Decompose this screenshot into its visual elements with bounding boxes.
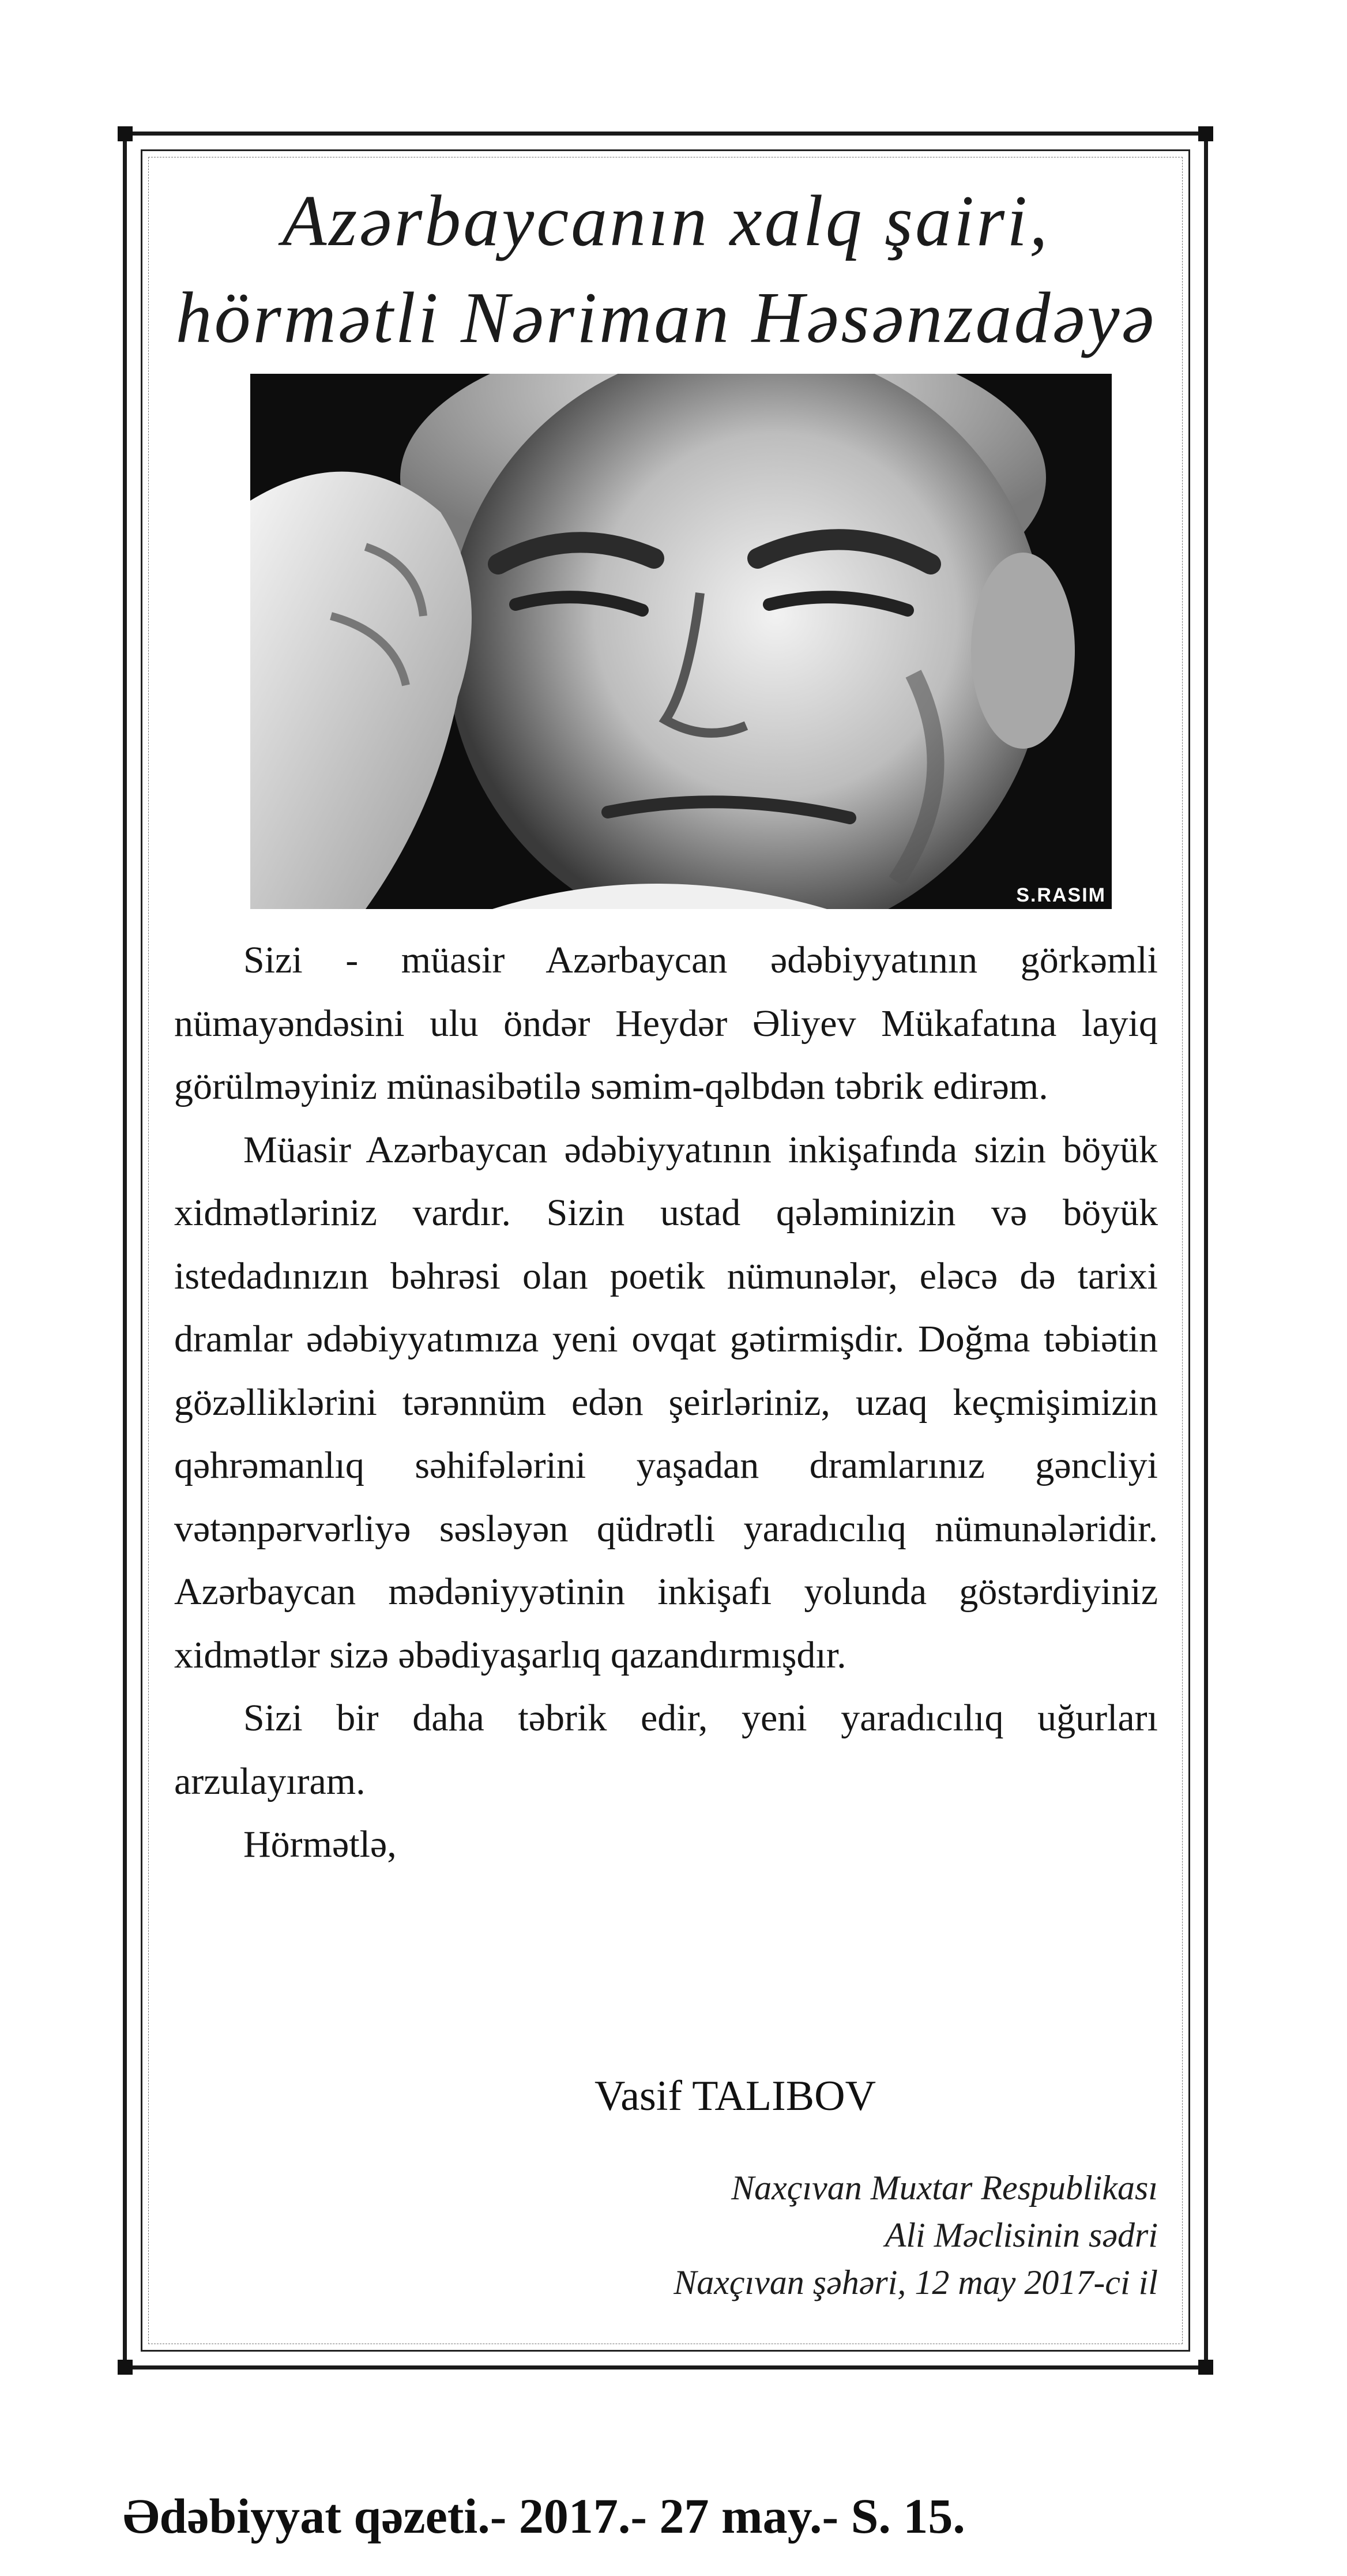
frame-corner-ornament <box>118 126 133 141</box>
letter-paragraph: Müasir Azərbaycan ədəbiyyatının inkişafında sizin böyük xidmətləriniz vardır. Sizin ustad qələminizin və böyük istedadınızın bəhrəsi olan poetik nümunələr, eləcə də tarixi dramlar ədəbiyyatımıza yeni ovqat gətirmişdir. Doğma təbiətin gözəlliklərini tərənnüm edən şeirləriniz, uzaq keçmişimizin qəhrəmanlıq səhifələrini yaşadan dramlarınız gəncliyi vətənpərvərliyə səsləyən qüdrətli yaradıcılıq nümunələridir. Azərbaycan mədəniyyətinin inkişafı yolunda göstərdiyiniz xidmətlər sizə əbədiyaşarlıq qazandırmışdır. <box>174 1128 1158 1676</box>
letter-paragraph: Sizi - müasir Azərbaycan ədəbiyyatının görkəmli nümayəndəsini ulu öndər Heydər Əliyev Mükafatına layiq görülməyiniz münasibətilə səmim-qəlbdən təbrik edirəm. <box>174 939 1158 1107</box>
frame-corner-ornament <box>118 2360 133 2375</box>
letter-greeting: Hörmətlə, <box>243 1823 397 1865</box>
portrait-photo <box>250 374 1112 909</box>
letter-body <box>174 929 1158 1876</box>
heading-line-2: hörmətli Nəriman Həsənzadəyə <box>175 278 1157 358</box>
signature-title-line-1: Naxçıvan Muxtar Respublikası <box>731 2169 1158 2207</box>
signature-place-date: Naxçıvan şəhəri, 12 may 2017-ci il <box>674 2263 1158 2301</box>
letter-paragraph: Sizi bir daha təbrik edir, yeni yaradıcılıq uğurları arzulayıram. <box>174 1697 1158 1803</box>
frame-corner-ornament <box>1198 2360 1213 2375</box>
publication-source: Ədəbiyyat qəzeti.- 2017.- 27 may.- S. 15. <box>123 2488 965 2544</box>
congratulation-heading <box>173 173 1159 367</box>
heading-line-1: Azərbaycanın xalq şairi, <box>282 181 1050 261</box>
signature-name: Vasif TALIBOV <box>594 2072 876 2120</box>
signature-title-line-2: Ali Məclisinin sədri <box>885 2216 1158 2254</box>
portrait-illustration <box>250 374 1112 909</box>
frame-corner-ornament <box>1198 126 1213 141</box>
photo-credit: S.RASIM <box>1016 884 1106 906</box>
signature-details <box>174 2164 1158 2306</box>
